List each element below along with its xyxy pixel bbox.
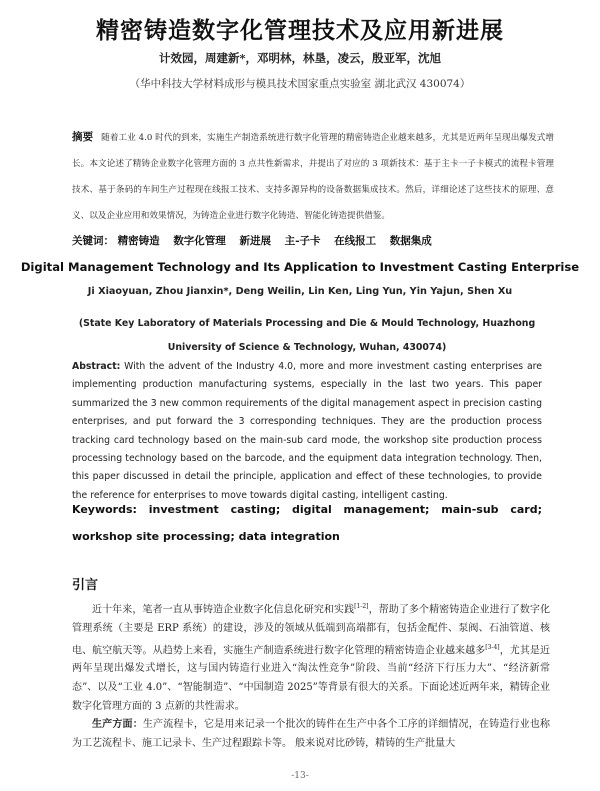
affiliation: （华中科技大学材料成形与模具技术国家重点实验室 湖北武汉 430074） bbox=[129, 78, 471, 90]
production-label: 生产方面： bbox=[92, 719, 143, 731]
intro-text: ，帮助了多个精密铸造企业进行了数字化管理系统（主要是 ERP 系统）的建设，涉及的领域从低端到高端都有，包括金配件、泵阀、石油管道、核电、航空航天等。从趋势上来看，实施生产制造系统进行数字化管理的精密铸造企业越来越多 bbox=[72, 604, 551, 656]
intro-text: 近十年来，笔者一直从事铸造企业数字化信息化研究和实践 bbox=[92, 604, 355, 616]
introduction-body bbox=[72, 598, 550, 753]
english-title: Digital Management Technology and Its Application to Investment Casting Enterprise bbox=[20, 260, 580, 274]
english-author-list: Ji Xiaoyuan, Zhou Jianxin*, Deng Weilin, Lin Ken, Ling Yun, Yin Yajun, Shen Xu bbox=[87, 286, 513, 297]
section-heading-introduction: 引言 bbox=[72, 578, 99, 593]
english-affiliation: (State Key Laboratory of Materials Processing and Die & Mould Technology, Huazhong University of Science & Technology, Wuhan, 430074) bbox=[78, 318, 536, 353]
english-keywords-label: Keywords: bbox=[72, 503, 137, 516]
chinese-abstract-text: 随着工业 4.0 时代的到来，实施生产制造系统进行数字化管理的精密铸造企业越来越多，尤其是近两年呈现出爆发式增长。本文论述了精铸企业数字化管理方面的 3 点共性新需求，并提出了对应的 3 项新技术：基于主卡一子卡模式的流程卡管理技术、基于条码的车间生产过程现在线报工技术、支持多源异构的设备数据集成技术。然后，详细论述了这些技术的原理、意义、以及企业应用和效果情况，为铸造企业进行数字化铸造、智能化铸造提供借鉴。 bbox=[72, 133, 555, 221]
intro-text: 生产流程卡，它是用来记录一个批次的铸件在生产中各个工序的详细情况，在铸造行业也称为工艺流程卡、施工记录卡、生产过程跟踪卡等。 般来说对比砂铸，精铸的生产批量大 bbox=[72, 719, 551, 749]
intro-text: ，尤其是近两年呈现出爆发式增长，这与国内铸造行业进入“淘汰性竞争”阶段、当前“经济下行压力大”、“经济新常态”、以及“工业 4.0”、“智能制造”、“中国制造 2025”等背景有很大的关系。下面论述近两年来，精铸企业数字化管理方面的 3 点新的共性需求。 bbox=[72, 644, 551, 712]
keyword: 数字化管理 bbox=[173, 235, 226, 247]
chinese-abstract bbox=[72, 124, 554, 229]
keyword: 在线报工 bbox=[334, 235, 377, 247]
chinese-keywords-label: 关键词： bbox=[72, 235, 114, 247]
citation: [1-2] bbox=[354, 603, 369, 610]
keyword: 精密铸造 bbox=[117, 235, 160, 247]
intro-paragraph-2 bbox=[72, 716, 550, 753]
english-keywords bbox=[72, 496, 542, 550]
keyword: 数据集成 bbox=[389, 235, 432, 247]
english-abstract bbox=[72, 358, 542, 505]
page-number: -13- bbox=[291, 771, 309, 781]
chinese-abstract-label: 摘要 bbox=[72, 131, 94, 143]
english-keywords-text: investment casting; digital management; main-sub card; workshop site processing; data integration bbox=[72, 503, 542, 543]
paper-title: 精密铸造数字化管理技术及应用新进展 bbox=[96, 18, 504, 44]
intro-paragraph-1 bbox=[72, 598, 550, 716]
author-list: 计效园，周建新*，邓明林，林垦，凌云，殷亚军，沈旭 bbox=[158, 51, 441, 65]
keyword: 主-子卡 bbox=[284, 235, 321, 247]
english-abstract-label: Abstract: bbox=[72, 361, 121, 372]
english-abstract-text: With the advent of the Industry 4.0, more and more investment casting enterprises are implementing production manufacturing systems, especially in the last two years. This paper summarized the 3 new common requirements of the digital management aspect in precision casting enterprises, and put forward the 3 corresponding techniques. They are the production process tracking card technology based on the main-sub card mode, the workshop site production process processing technology based on the barcode, and the equipment data integration technology. Then, this paper discussed in detail the principle, application and effect of these technologies, to provide the reference for enterprises to move towards digital casting, intelligent casting. bbox=[72, 361, 542, 501]
keyword: 新进展 bbox=[239, 235, 271, 247]
chinese-keywords bbox=[72, 233, 554, 248]
citation: [3-4] bbox=[485, 643, 500, 651]
